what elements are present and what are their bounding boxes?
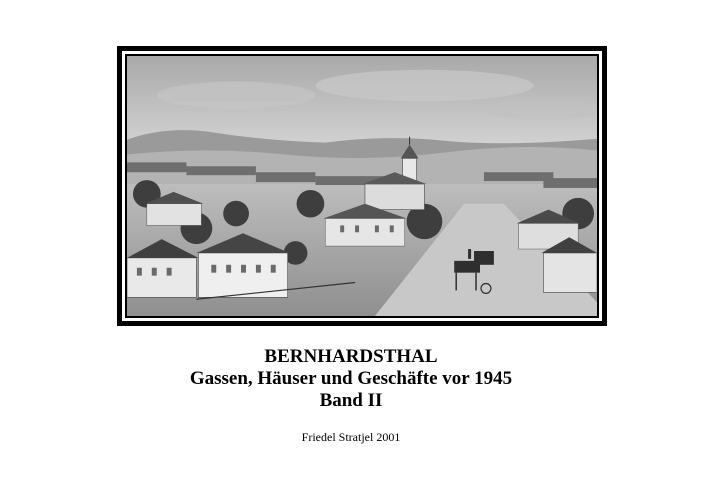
- cloud: [157, 82, 316, 110]
- author-credit: Friedel Stratjel 2001: [301, 430, 401, 444]
- village-painting: [127, 56, 597, 316]
- cloud: [315, 70, 533, 102]
- book-subtitle: Gassen, Häuser und Geschäfte vor 1945: [189, 368, 513, 389]
- frame-white-gap: [122, 51, 602, 321]
- village-painting-svg: [127, 56, 597, 316]
- cover-title-block: [0, 346, 702, 412]
- book-volume: Band II: [319, 390, 383, 411]
- book-title: BERNHARDSTHAL: [264, 346, 438, 367]
- frame-inner-line: [125, 54, 599, 318]
- cover-illustration-frame: [117, 46, 607, 326]
